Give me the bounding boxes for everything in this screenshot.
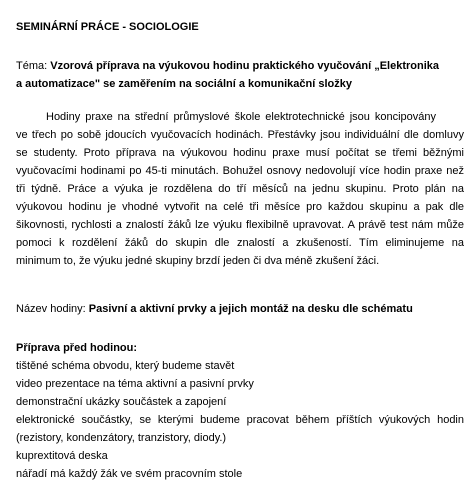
document-title: SEMINÁRNÍ PRÁCE - SOCIOLOGIE (16, 21, 199, 33)
intro-line-4: vyučovacími hodinami po 45-ti minutách. Bohužel osnovy nedovolují více hodin praxe než (16, 165, 464, 177)
intro-line-2: ve třech po sobě jdoucích vyučovacích hodinách. Přestávky jsou individuální dle domluvy (16, 129, 464, 141)
topic-line-1 (16, 57, 439, 75)
topic-text-1: Vzorová příprava na výukovou hodinu praktického vyučování „Elektronika (50, 60, 440, 72)
intro-line-5: tři týdně. Práce a výuka je rozdělena do tří měsíců na jednu skupinu. Proto plán na (16, 183, 464, 195)
intro-line-1: Hodiny praxe na střední průmyslové škole elektrotechnické jsou koncipovány (46, 111, 436, 123)
prep-item: elektronické součástky, se kterými budeme pracovat během příštích výukových hodin (16, 414, 464, 426)
prep-item: nářadí má každý žák ve svém pracovním stole (16, 468, 243, 480)
topic-label: Téma: (16, 60, 51, 72)
intro-line-8: pomoci k rozdělení žáků do skupin dle znalostí a zkušeností. Tím eliminujeme na (16, 237, 464, 249)
prep-item: tištěné schéma obvodu, který budeme stavět (16, 360, 235, 372)
prep-item: (rezistory, kondenzátory, tranzistory, diody.) (16, 432, 227, 444)
lesson-label: Název hodiny: (16, 303, 89, 315)
lesson-name-line (16, 300, 413, 318)
lesson-title: Pasivní a aktivní prvky a jejich montáž na desku dle schématu (88, 303, 413, 315)
intro-line-7: šikovnosti, rychlosti a znalostí žáků lze výuku flexibilně upravovat. A právě test nám může (16, 219, 464, 231)
prep-item: kuprextitová deska (16, 450, 108, 462)
prep-item: demonstrační ukázky součástek a zapojení (16, 396, 227, 408)
intro-line-6: výukovou hodinu je vhodné vytvořit na celé tři měsíce pro každou skupinu a pak dle (16, 201, 464, 213)
intro-line-3: se studenty. Proto příprava na výukovou hodinu praxe musí počítat se třemi běžnými (16, 147, 464, 159)
intro-line-9: minimum to, že výuku jedné skupiny brzdí jeden či dva méně zkušení žáci. (16, 255, 380, 267)
prep-heading: Příprava před hodinou: (16, 342, 138, 354)
topic-text-2: a automatizace" se zaměřením na sociální a komunikační složky (16, 78, 352, 90)
prep-item: video prezentace na téma aktivní a pasivní prvky (16, 378, 254, 390)
